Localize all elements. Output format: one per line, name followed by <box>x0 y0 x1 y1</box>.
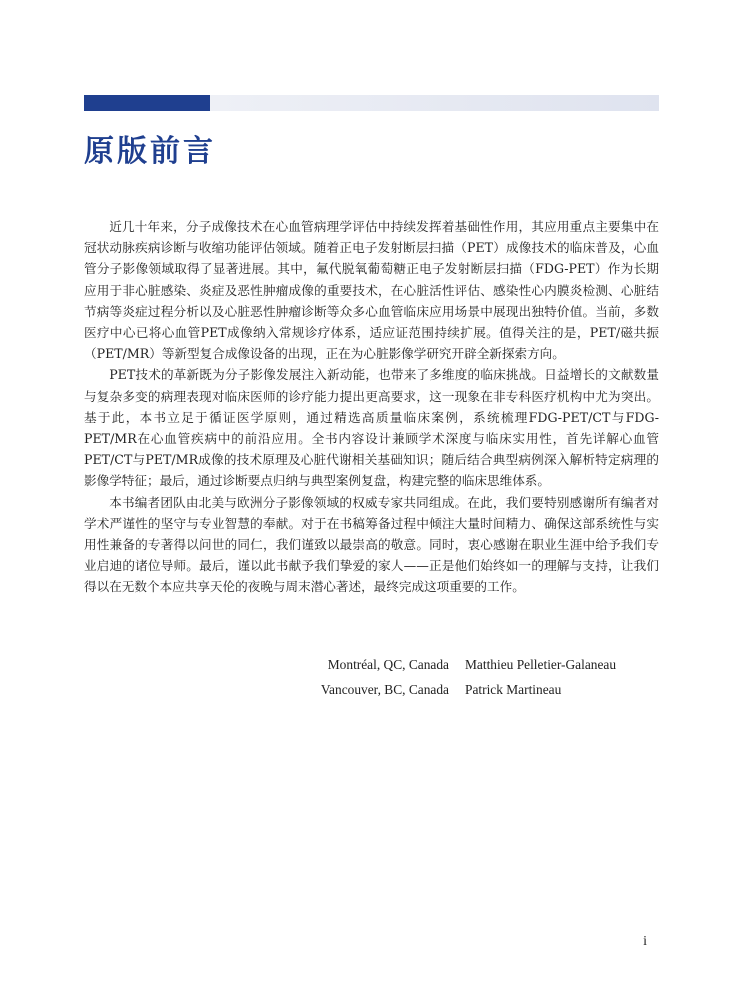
signature-row <box>321 652 658 677</box>
header-bar-gradient-segment <box>210 95 659 111</box>
signature-row <box>321 677 658 702</box>
header-decoration-bar <box>84 95 659 111</box>
signature-place: Vancouver, BC, Canada <box>320 682 449 697</box>
preface-body <box>84 216 659 598</box>
signature-name: Patrick Martineau <box>465 682 562 697</box>
signature-place: Montréal, QC, Canada <box>327 657 449 672</box>
preface-paragraph-1: 近几十年来，分子成像技术在心血管病理学评估中持续发挥着基础性作用，其应用重点主要集中在冠状动脉疾病诊断与收缩功能评估领域。随着正电子发射断层扫描（PET）成像技术的临床普及，心血管分子影像领域取得了显著进展。其中，氟代脱氧葡萄糖正电子发射断层扫描（FDG-PET）作为长期应用于非心脏感染、炎症及恶性肿瘤成像的重要技术，在心脏活性评估、感染性心内膜炎检测、心脏结节病等炎症过程分析以及心脏恶性肿瘤诊断等众多心血管临床应用场景中展现出独特价值。当前，多数医疗中心已将心血管PET成像纳入常规诊疗体系，适应证范围持续扩展。值得关注的是，PET/磁共振（PET/MR）等新型复合成像设备的出现，正在为心脏影像学研究开辟全新探索方向。 <box>84 219 659 362</box>
signature-block <box>321 652 658 702</box>
page-number: i <box>643 934 647 949</box>
header-bar-solid-segment <box>84 95 210 111</box>
page-title: 原版前言 <box>84 134 216 169</box>
signature-name: Matthieu Pelletier-Galaneau <box>465 657 617 672</box>
preface-paragraph-3: 本书编者团队由北美与欧洲分子影像领域的权威专家共同组成。在此，我们要特别感谢所有编者对学术严谨性的坚守与专业智慧的奉献。对于在书稿筹备过程中倾注大量时间精力、确保这部系统性与实用性兼备的专著得以问世的同仁，我们谨致以最崇高的敬意。同时，衷心感谢在职业生涯中给予我们专业启迪的诸位导师。最后，谨以此书献予我们挚爱的家人——正是他们始终如一的理解与支持，让我们得以在无数个本应共享天伦的夜晚与周末潜心著述，最终完成这项重要的工作。 <box>84 494 659 595</box>
preface-paragraph-2: PET技术的革新既为分子影像发展注入新动能，也带来了多维度的临床挑战。日益增长的文献数量与复杂多变的病理表现对临床医师的诊疗能力提出更高要求，这一现象在非专科医疗机构中尤为突出。基于此，本书立足于循证医学原则，通过精选高质量临床案例，系统梳理FDG-PET/CT与FDG-PET/MR在心血管疾病中的前沿应用。全书内容设计兼顾学术深度与临床实用性，首先详解心血管PET/CT与PET/MR成像的技术原理及心脏代谢相关基础知识；随后结合典型病例深入解析特定病理的影像学特征；最后，通过诊断要点归纳与典型案例复盘，构建完整的临床思维体系。 <box>84 367 659 489</box>
